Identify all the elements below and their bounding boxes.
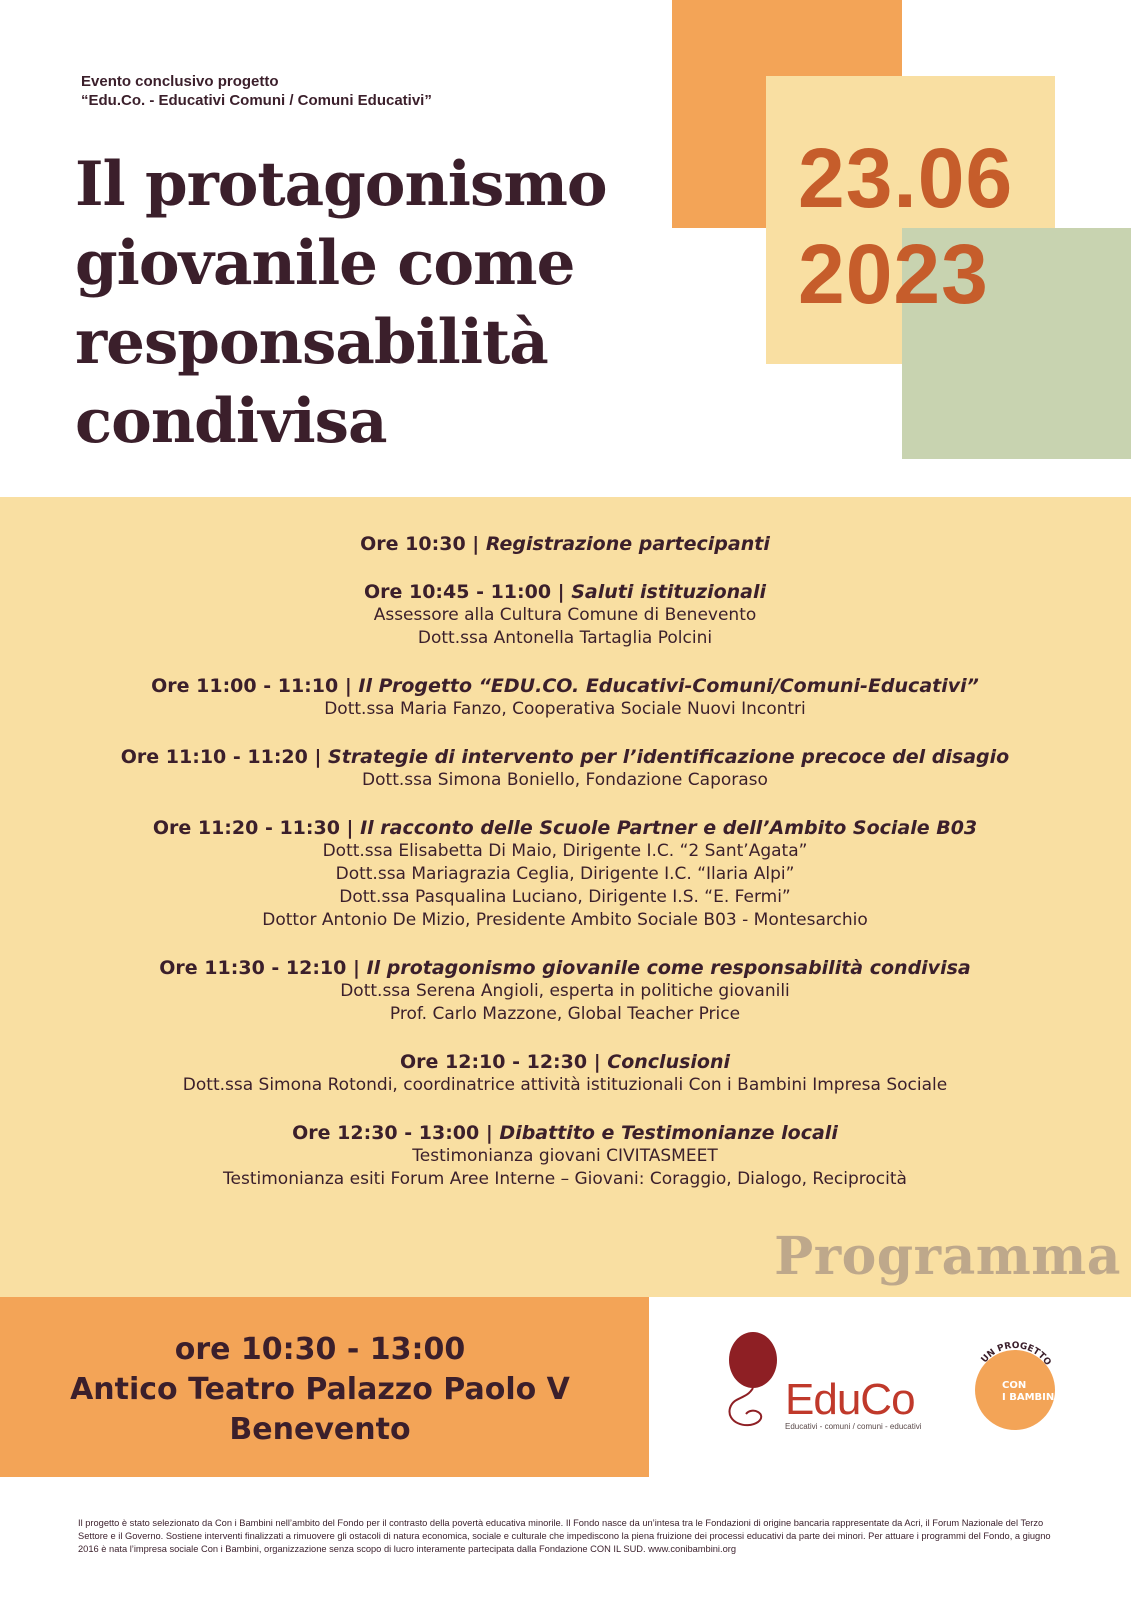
- venue-time: ore 10:30 - 13:00: [174, 1332, 466, 1367]
- program-item-heading: [90, 532, 1040, 556]
- con-i-bambini-logo-icon: [960, 1330, 1070, 1440]
- venue-place: Antico Teatro Palazzo Paolo V: [70, 1372, 570, 1407]
- program-item-heading: [90, 674, 1040, 698]
- cib-top-text: UN PROGETTO: [979, 1340, 1053, 1368]
- program-item-time: Ore 10:45 - 11:00 |: [363, 581, 565, 603]
- program-item: [90, 580, 1040, 650]
- program-item-time: Ore 10:30 |: [360, 533, 480, 555]
- program-item-title: Saluti istituzionali: [571, 581, 767, 603]
- program-item-heading: [90, 745, 1040, 769]
- program-item-speaker: Testimonianza esiti Forum Aree Interne – Giovani: Coraggio, Dialogo, Reciprocità: [223, 1169, 907, 1189]
- program-item-title: Conclusioni: [607, 1051, 731, 1073]
- kicker-line-1: Evento conclusivo progetto: [81, 73, 279, 90]
- program-item-speaker: Assessore alla Cultura Comune di Benevento: [373, 605, 757, 625]
- venue-city: Benevento: [229, 1412, 411, 1447]
- program-item-speaker: Dott.ssa Pasqualina Luciano, Dirigente I.S. “E. Fermi”: [339, 887, 791, 907]
- program-item-heading: [90, 1121, 1040, 1145]
- program-item-time: Ore 12:10 - 12:30 |: [399, 1051, 601, 1073]
- educo-logo-tagline: Educativi - comuni / comuni - educativi: [785, 1422, 922, 1431]
- program-item-heading: [90, 816, 1040, 840]
- kicker-line-2: “Edu.Co. - Educativi Comuni / Comuni Educativi”: [81, 92, 432, 109]
- program-item-speaker: Prof. Carlo Mazzone, Global Teacher Price: [389, 1004, 741, 1024]
- program-item: [90, 1050, 1040, 1097]
- page-title: [75, 145, 675, 461]
- program-item: [90, 816, 1040, 932]
- title-line: giovanile come: [75, 228, 575, 299]
- program-item: [90, 532, 1040, 556]
- program-item: [90, 674, 1040, 721]
- program-item-speaker: Testimonianza giovani CIVITASMEET: [412, 1146, 718, 1166]
- program-item-title: Dibattito e Testimonianze locali: [499, 1122, 838, 1144]
- program-item-title: Registrazione partecipanti: [485, 533, 770, 555]
- program-label: Programma: [774, 1226, 1121, 1287]
- cib-text-line2: I BAMBINI: [1002, 1392, 1058, 1403]
- program-item-speaker: Dott.ssa Simona Boniello, Fondazione Caporaso: [362, 770, 768, 790]
- program-item-heading: [90, 956, 1040, 980]
- program-item-heading: [90, 580, 1040, 604]
- program-item-time: Ore 11:10 - 11:20 |: [120, 746, 322, 768]
- title-line: responsabilità: [75, 307, 548, 378]
- title-line: condivisa: [75, 386, 387, 457]
- program-item-speaker: Dott.ssa Maria Fanzo, Cooperativa Sociale Nuovi Incontri: [324, 699, 806, 719]
- program-list: [90, 532, 1040, 1215]
- cib-text-line1: CON: [1002, 1380, 1027, 1391]
- venue-info: [0, 1330, 640, 1450]
- program-item-title: Il Progetto “EDU.CO. Educativi-Comuni/Comuni-Educativi”: [358, 675, 979, 697]
- title-line: Il protagonismo: [75, 149, 607, 220]
- footer-disclaimer: Il progetto è stato selezionato da Con i Bambini nell’ambito del Fondo per il contrasto della povertà educativa minorile. Il Fondo nasce da un’intesa tra le Fondazioni di origine bancaria rappresentate da Acri, il Forum Nazionale del Terzo Settore e il Governo. Sostiene interventi finalizzati a rimuovere gli ostacoli di natura economica, sociale e culturale che impediscono la piena fruizione dei processi educativi da parte dei minori. Per attuare i programmi del Fondo, a giugno 2016 è nata l’impresa sociale Con i Bambini, organizzazione senza scopo di lucro interamente partecipata dalla Fondazione CON IL SUD. www.conibambini.org: [78, 1518, 1051, 1554]
- program-item: [90, 956, 1040, 1026]
- event-date: [798, 130, 1098, 322]
- program-item-speaker: Dott.ssa Simona Rotondi, coordinatrice attività istituzionali Con i Bambini Impresa Sociale: [182, 1075, 948, 1095]
- program-item-heading: [90, 1050, 1040, 1074]
- kicker: [81, 72, 432, 110]
- date-year: 2023: [798, 227, 989, 321]
- educo-logo-text: EduCo: [785, 1375, 915, 1424]
- program-item-time: Ore 11:00 - 11:10 |: [151, 675, 352, 697]
- program-item-time: Ore 11:20 - 11:30 |: [152, 817, 354, 839]
- program-item: [90, 1121, 1040, 1191]
- program-item-time: Ore 11:30 - 12:10 |: [159, 957, 360, 979]
- program-item-title: Il protagonismo giovanile come responsabilità condivisa: [366, 957, 971, 979]
- program-item-time: Ore 12:30 - 13:00 |: [292, 1122, 493, 1144]
- program-item-speaker: Dott.ssa Elisabetta Di Maio, Dirigente I.C. “2 Sant’Agata”: [322, 841, 808, 861]
- date-day-month: 23.06: [798, 131, 1014, 225]
- program-item-speaker: Dott.ssa Mariagrazia Ceglia, Dirigente I.C. “Ilaria Alpi”: [335, 864, 795, 884]
- program-item-speaker: Dott.ssa Antonella Tartaglia Polcini: [417, 628, 713, 648]
- program-item-speaker: Dottor Antonio De Mizio, Presidente Ambito Sociale B03 - Montesarchio: [262, 910, 868, 930]
- program-item-speaker: Dott.ssa Serena Angioli, esperta in politiche giovanili: [340, 981, 790, 1001]
- program-item-title: Strategie di intervento per l’identificazione precoce del disagio: [328, 746, 1010, 768]
- program-item: [90, 745, 1040, 792]
- program-item-title: Il racconto delle Scuole Partner e dell’Ambito Sociale B03: [360, 817, 978, 839]
